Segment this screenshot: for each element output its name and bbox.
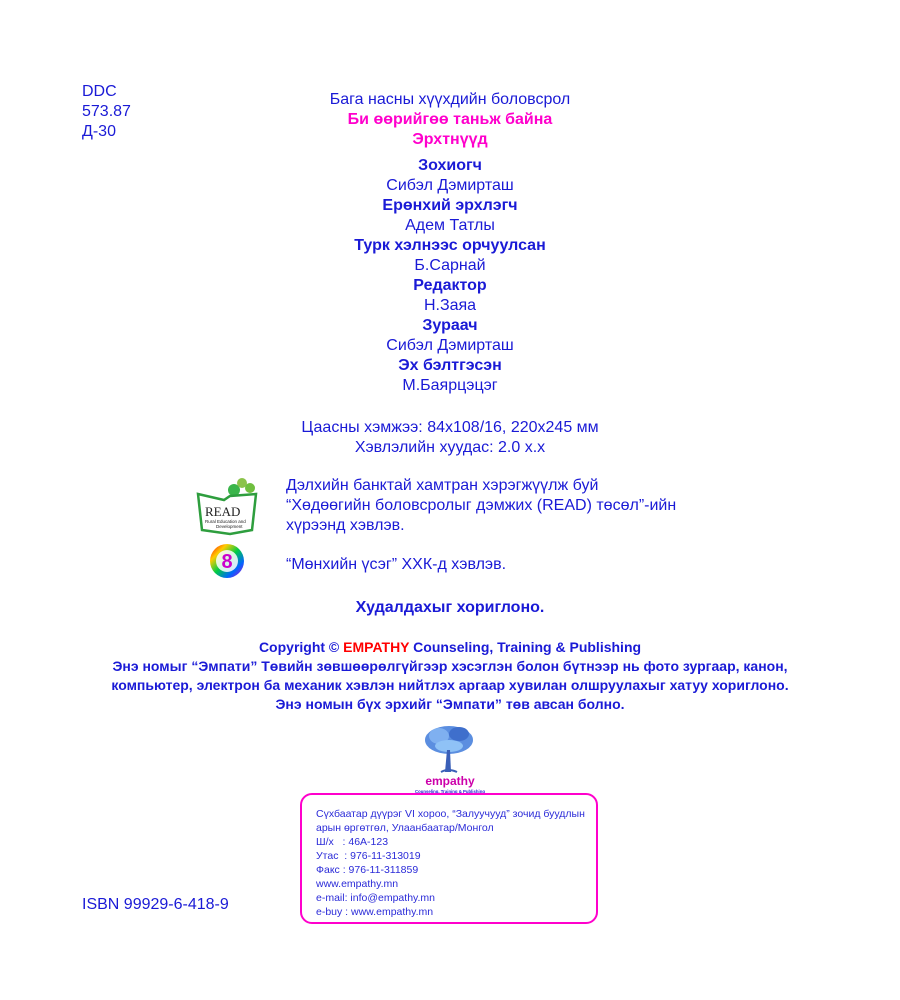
copyright-block	[0, 638, 900, 714]
copyright-brand: EMPATHY	[343, 639, 410, 655]
address-text	[316, 807, 585, 919]
credit-role: Ерөнхий эрхлэгч	[382, 197, 518, 214]
credit-name: Н.Заяа	[423, 297, 477, 314]
copyright-line: Энэ номын бүх эрхийг “Эмпати” төв авсан болно.	[275, 696, 625, 712]
po-box: Ш/х : 46А-123	[316, 836, 389, 848]
read-note-line: хүрээнд хэвлэв.	[286, 517, 405, 534]
read-note-line: Дэлхийн банктай хамтран хэрэгжүүлж буй	[286, 477, 599, 494]
book-subtitle: Эрхтнүүд	[412, 131, 488, 148]
book-title: Би өөрийгөө таньж байна	[347, 111, 553, 128]
empathy-logo-tagline: Counseling, Training & Publishing	[415, 789, 485, 794]
printer-logo-glyph: 8	[221, 551, 233, 573]
credit-role: Зураач	[422, 317, 478, 334]
phone: Утас : 976-11-313019	[316, 850, 421, 862]
title-block	[0, 90, 900, 150]
printer-logo-icon	[208, 542, 246, 580]
ebuy-link[interactable]: e-buy : www.empathy.mn	[316, 906, 434, 918]
credit-role: Зохиогч	[418, 157, 482, 174]
credit-role: Эх бэлтгэсэн	[398, 357, 502, 374]
no-sale-notice: Худалдахыг хориглоно.	[355, 599, 545, 616]
read-logo-tagline: Development	[216, 524, 243, 529]
credit-name: Б.Сарнай	[414, 257, 486, 274]
credit-name: Сибэл Дэмирташ	[386, 177, 514, 194]
address-line: Сүхбаатар дүүрэг VI хороо, “Залуучууд” зочид буудлын	[316, 808, 585, 820]
read-note	[286, 476, 676, 536]
copyright-suffix: Counseling, Training & Publishing	[413, 639, 642, 655]
ddc-label: DDC	[82, 83, 117, 100]
copyright-line: компьютер, электрон ба механик хэвлэн нийтлэх аргаар хувилан олшруулахыг хатуу хориглоно.	[111, 677, 789, 693]
email-link[interactable]: e-mail: info@empathy.mn	[316, 892, 436, 904]
copyright-heading	[0, 638, 900, 657]
read-logo-tagline: Rural Education and	[205, 519, 246, 524]
website-link[interactable]: www.empathy.mn	[316, 878, 399, 890]
credits-block	[0, 156, 900, 396]
isbn: ISBN 99929-6-418-9	[82, 896, 229, 913]
empathy-tree-logo-icon	[405, 722, 495, 798]
series-name: Бага насны хүүхдийн боловсрол	[329, 91, 571, 108]
credit-role: Турк хэлнээс орчуулсан	[354, 237, 546, 254]
print-specs	[0, 418, 900, 458]
ddc-number: 573.87	[82, 103, 131, 120]
credit-role: Редактор	[413, 277, 487, 294]
printer-note: “Мөнхийн үсэг” ХХК-д хэвлэв.	[286, 556, 507, 573]
author-mark: Д-30	[82, 123, 116, 140]
paper-size: Цаасны хэмжээ: 84x108/16, 220x245 мм	[301, 419, 599, 436]
read-note-line: “Хөдөөгийн боловсролыг дэмжих (READ) төсөл”-ийн	[286, 497, 677, 514]
read-logo-text: READ	[205, 504, 241, 519]
credit-name: М.Баярцэцэг	[402, 377, 498, 394]
copyright-line: Энэ номыг “Эмпати” Төвийн зөвшөөрөлгүйгээр хэсэглэн болон бүтнээр нь фото зургаар, канон,	[112, 658, 788, 674]
copyright-prefix: Copyright ©	[258, 639, 340, 655]
address-line: арын өргөтгөл, Улаанбаатар/Монгол	[316, 822, 494, 834]
fax: Факс : 976-11-311859	[316, 864, 419, 876]
empathy-logo-name: empathy	[425, 774, 475, 788]
print-sheets: Хэвлэлийн хуудас: 2.0 х.х	[354, 439, 546, 456]
credit-name: Сибэл Дэмирташ	[386, 337, 514, 354]
credit-name: Адем Татлы	[405, 217, 495, 234]
read-logo-icon	[194, 472, 266, 536]
address-box	[300, 793, 598, 924]
